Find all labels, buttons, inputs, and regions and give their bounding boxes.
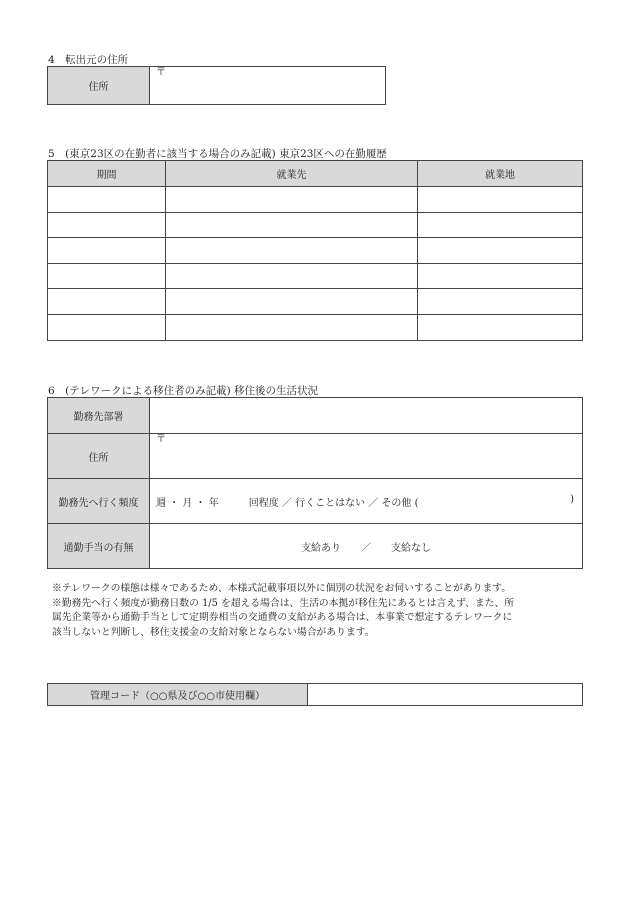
table-row xyxy=(48,238,583,264)
frequency-options: 週 ・ 月 ・ 年 回程度 ／ 行くことはない ／ その他 ( xyxy=(156,497,419,509)
work-history-table xyxy=(47,160,583,341)
employer-cell[interactable] xyxy=(166,314,418,340)
table-row xyxy=(48,314,583,340)
admin-code-label: 管理コード（○○県及び○○市使用欄） xyxy=(48,684,308,706)
address-label: 住所 xyxy=(48,67,150,105)
table-row xyxy=(48,289,583,315)
period-cell[interactable] xyxy=(48,212,166,238)
column-header-location: 就業地 xyxy=(418,161,583,187)
postal-mark: 〒 xyxy=(156,67,166,78)
allowance-label: 通勤手当の有無 xyxy=(48,524,150,569)
employer-cell[interactable] xyxy=(166,289,418,315)
frequency-label: 勤務先へ行く頻度 xyxy=(48,479,150,524)
period-cell[interactable] xyxy=(48,187,166,213)
postal-mark: 〒 xyxy=(156,434,166,445)
frequency-close-paren: ) xyxy=(570,493,574,505)
address-field[interactable] xyxy=(150,434,583,479)
note-line: 該当しないと判断し、移住支援金の支給対象とならない場合があります。 xyxy=(52,626,375,638)
employer-cell[interactable] xyxy=(166,263,418,289)
period-cell[interactable] xyxy=(48,238,166,264)
employer-cell[interactable] xyxy=(166,212,418,238)
frequency-field[interactable] xyxy=(150,479,583,524)
period-cell[interactable] xyxy=(48,314,166,340)
employer-cell[interactable] xyxy=(166,187,418,213)
allowance-options: 支給あり ／ 支給なし xyxy=(301,542,431,554)
origin-address-table xyxy=(47,66,386,105)
location-cell[interactable] xyxy=(418,314,583,340)
address-field[interactable] xyxy=(150,67,386,105)
section4-heading: 4 転出元の住所 xyxy=(48,54,129,66)
table-row xyxy=(48,212,583,238)
period-cell[interactable] xyxy=(48,263,166,289)
notes xyxy=(52,582,586,640)
section6-heading: 6 (テレワークによる移住者のみ記載) 移住後の生活状況 xyxy=(48,385,318,397)
allowance-field[interactable] xyxy=(150,524,583,569)
address-label: 住所 xyxy=(48,434,150,479)
table-row xyxy=(48,187,583,213)
employer-cell[interactable] xyxy=(166,238,418,264)
period-cell[interactable] xyxy=(48,289,166,315)
location-cell[interactable] xyxy=(418,238,583,264)
dept-label: 勤務先部署 xyxy=(48,398,150,434)
note-line: ※勤務先へ行く頻度が勤務日数の 1/5 を超える場合は、生活の本拠が移住先にあるとは言えず、また、所 xyxy=(52,597,515,609)
note-line: 属先企業等から通勤手当として定期券相当の交通費の支給がある場合は、本事業で想定するテレワークに xyxy=(52,612,513,623)
dept-field[interactable] xyxy=(150,398,583,434)
note-line: ※テレワークの様態は様々であるため、本様式記載事項以外に個別の状況をお伺いすることがあります。 xyxy=(52,583,512,594)
location-cell[interactable] xyxy=(418,263,583,289)
admin-code-field[interactable] xyxy=(308,684,583,706)
location-cell[interactable] xyxy=(418,289,583,315)
table-row xyxy=(48,263,583,289)
column-header-period: 期間 xyxy=(48,161,166,187)
admin-code-table xyxy=(47,683,583,706)
living-status-table xyxy=(47,397,583,569)
column-header-employer: 就業先 xyxy=(166,161,418,187)
location-cell[interactable] xyxy=(418,212,583,238)
location-cell[interactable] xyxy=(418,187,583,213)
section5-heading: 5 (東京23区の在勤者に該当する場合のみ記載) 東京23区への在勤履歴 xyxy=(48,148,387,160)
